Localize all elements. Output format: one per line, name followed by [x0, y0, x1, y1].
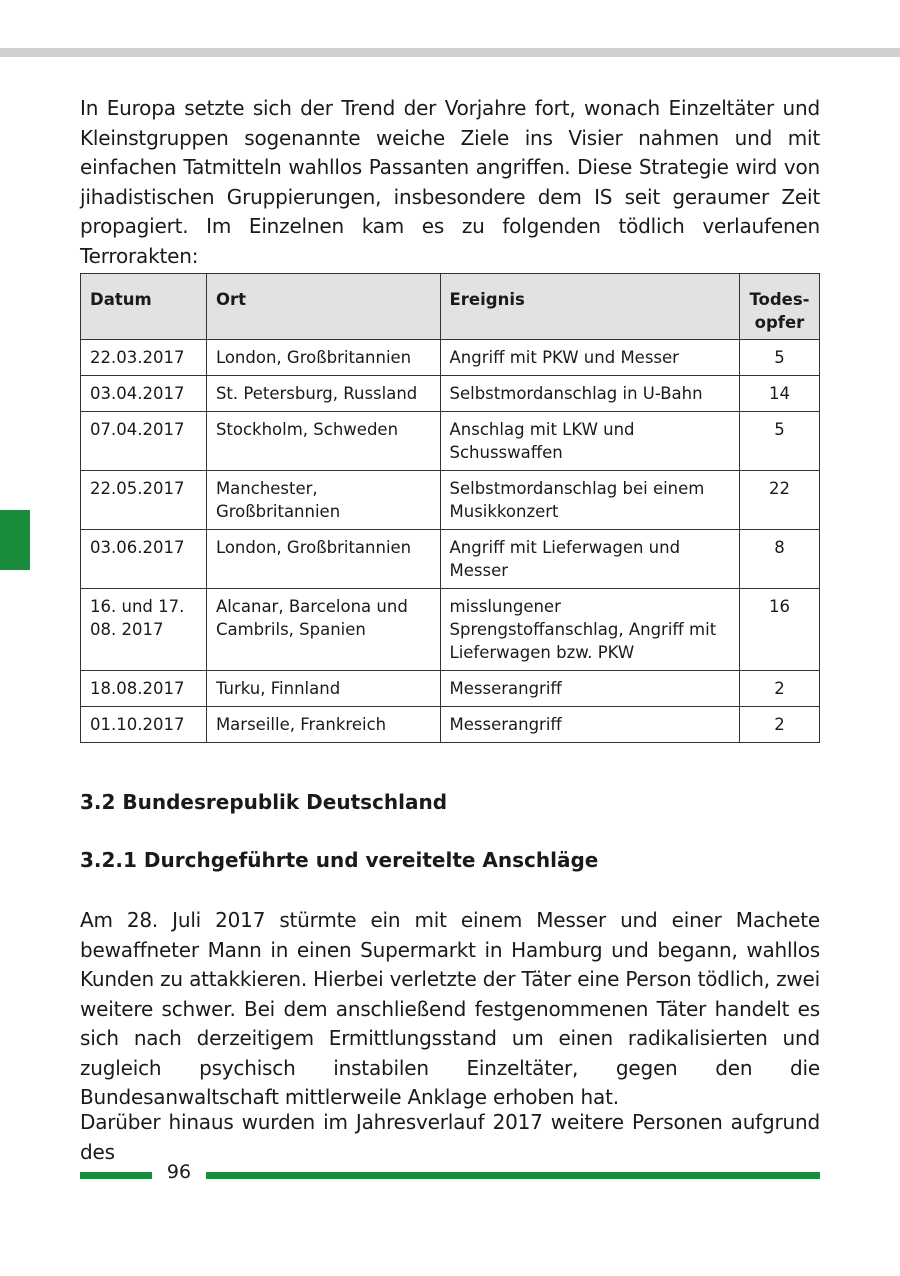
- cell-datum: 16. und 17. 08. 2017: [81, 589, 207, 671]
- chapter-side-tab: [0, 510, 30, 570]
- cell-todesopfer: 2: [739, 707, 819, 743]
- table-row: [81, 376, 820, 412]
- cell-ort: Stockholm, Schweden: [206, 412, 440, 471]
- cell-ereignis: Selbstmordanschlag bei einem Musikkonzert: [440, 471, 739, 530]
- cell-datum: 22.03.2017: [81, 340, 207, 376]
- cell-ort: Manchester, Großbritannien: [206, 471, 440, 530]
- cell-ort: London, Großbritannien: [206, 530, 440, 589]
- cell-ereignis: Messerangriff: [440, 671, 739, 707]
- header-ort: Ort: [206, 274, 440, 340]
- cell-todesopfer: 5: [739, 340, 819, 376]
- cell-todesopfer: 14: [739, 376, 819, 412]
- cell-todesopfer: 5: [739, 412, 819, 471]
- header-ereignis: Ereignis: [440, 274, 739, 340]
- table-row: [81, 340, 820, 376]
- cell-datum: 07.04.2017: [81, 412, 207, 471]
- section-paragraph: Am 28. Juli 2017 stürmte ein mit einem Messer und einer Machete bewaffneter Mann in einen Supermarkt in Hamburg und begann, wahllos Kunden zu attakkieren. Hierbei verletzte der Täter eine Person tödlich, zwei weitere schwer. Bei dem anschließend festgenommenen Täter handelt es sich nach derzeitigem Ermittlungsstand um einen radikalisierten und zugleich psychisch instabilen Einzeltäter, gegen den die Bundesanwaltschaft mittlerweile Anklage erhoben hat.: [80, 908, 820, 1109]
- terror-events-table: [80, 273, 820, 743]
- page-number: 96: [166, 1161, 192, 1183]
- header-todesopfer: Todes- opfer: [739, 274, 819, 340]
- cell-ereignis: misslungener Sprengstoffanschlag, Angriff mit Lieferwagen bzw. PKW: [440, 589, 739, 671]
- table-row: [81, 471, 820, 530]
- cell-datum: 01.10.2017: [81, 707, 207, 743]
- subsection-heading: 3.2.1 Durchgeführte und vereitelte Anschläge: [80, 848, 599, 872]
- cell-ort: Alcanar, Barcelona und Cambrils, Spanien: [206, 589, 440, 671]
- cell-todesopfer: 8: [739, 530, 819, 589]
- section-heading: 3.2 Bundesrepublik Deutschland: [80, 790, 448, 814]
- table-row: [81, 530, 820, 589]
- cell-todesopfer: 22: [739, 471, 819, 530]
- cell-todesopfer: 2: [739, 671, 819, 707]
- table-row: [81, 671, 820, 707]
- cell-datum: 22.05.2017: [81, 471, 207, 530]
- top-divider-bar: [0, 48, 900, 57]
- cell-datum: 18.08.2017: [81, 671, 207, 707]
- intro-block: [80, 94, 820, 271]
- intro-paragraph: In Europa setzte sich der Trend der Vorjahre fort, wonach Einzeltäter und Kleinstgruppen sogenannte weiche Ziele ins Visier nahmen und mit einfachen Tatmitteln wahllos Passanten angriffen. Diese Strategie wird von jihadistischen Gruppierungen, insbesondere dem IS seit geraumer Zeit propagiert. Im Einzelnen kam es zu folgenden tödlich verlaufenen Terrorakten:: [80, 96, 820, 268]
- cell-ereignis: Selbstmordanschlag in U-Bahn: [440, 376, 739, 412]
- cell-ort: St. Petersburg, Russland: [206, 376, 440, 412]
- table-row: [81, 589, 820, 671]
- footer-bar-left: [80, 1172, 152, 1179]
- cell-ereignis: Anschlag mit LKW und Schusswaffen: [440, 412, 739, 471]
- cell-ort: London, Großbritannien: [206, 340, 440, 376]
- cell-datum: 03.04.2017: [81, 376, 207, 412]
- footer-bar-right: [206, 1172, 820, 1179]
- cell-datum: 03.06.2017: [81, 530, 207, 589]
- cell-ort: Marseille, Frankreich: [206, 707, 440, 743]
- cell-todesopfer: 16: [739, 589, 819, 671]
- table-header-row: [81, 274, 820, 340]
- cell-ereignis: Angriff mit Lieferwagen und Messer: [440, 530, 739, 589]
- cell-ort: Turku, Finnland: [206, 671, 440, 707]
- table-row: [81, 707, 820, 743]
- header-datum: Datum: [81, 274, 207, 340]
- continuation-paragraph: Darüber hinaus wurden im Jahresverlauf 2017 weitere Personen aufgrund des: [80, 1110, 820, 1164]
- cell-ereignis: Messerangriff: [440, 707, 739, 743]
- table-row: [81, 412, 820, 471]
- cell-ereignis: Angriff mit PKW und Messer: [440, 340, 739, 376]
